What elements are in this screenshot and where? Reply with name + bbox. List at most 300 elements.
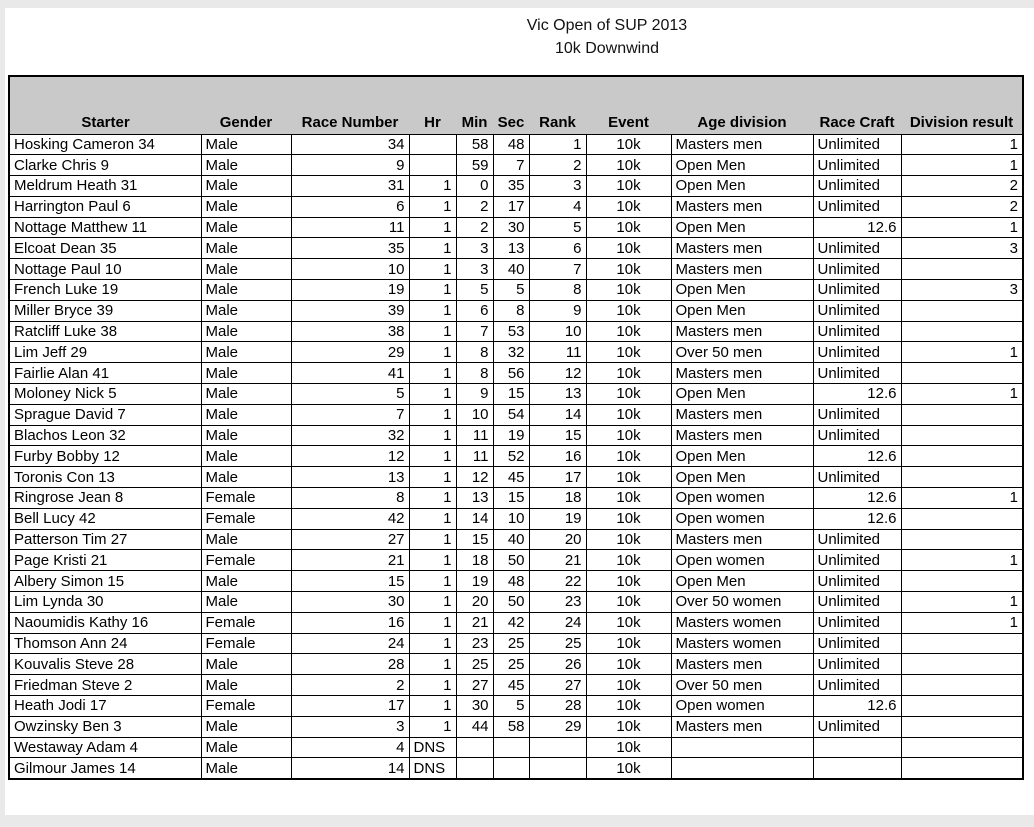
cell-race-number: 4 bbox=[291, 737, 409, 758]
table-row bbox=[9, 716, 1023, 737]
cell-hr: 1 bbox=[409, 217, 456, 238]
cell-starter: Lim Jeff 29 bbox=[9, 342, 201, 363]
cell-race-number: 42 bbox=[291, 508, 409, 529]
cell-division-result bbox=[901, 467, 1023, 488]
cell-race-craft: Unlimited bbox=[813, 363, 901, 384]
cell-division-result: 1 bbox=[901, 217, 1023, 238]
cell-rank: 11 bbox=[529, 342, 586, 363]
cell-gender: Male bbox=[201, 259, 291, 280]
cell-age-division: Masters women bbox=[671, 633, 813, 654]
table-row bbox=[9, 363, 1023, 384]
cell-rank: 20 bbox=[529, 529, 586, 550]
cell-race-craft: 12.6 bbox=[813, 508, 901, 529]
cell-race-craft: Unlimited bbox=[813, 134, 901, 155]
cell-sec bbox=[493, 737, 529, 758]
table-row bbox=[9, 696, 1023, 717]
cell-sec: 25 bbox=[493, 654, 529, 675]
cell-race-craft: Unlimited bbox=[813, 716, 901, 737]
cell-min bbox=[456, 737, 493, 758]
cell-hr: 1 bbox=[409, 176, 456, 197]
table-row bbox=[9, 508, 1023, 529]
cell-starter: Meldrum Heath 31 bbox=[9, 176, 201, 197]
cell-hr: DNS bbox=[409, 737, 456, 758]
cell-min: 59 bbox=[456, 155, 493, 176]
cell-race-craft: Unlimited bbox=[813, 550, 901, 571]
cell-event: 10k bbox=[586, 404, 671, 425]
cell-event: 10k bbox=[586, 758, 671, 779]
table-row bbox=[9, 425, 1023, 446]
cell-race-number: 28 bbox=[291, 654, 409, 675]
cell-rank: 25 bbox=[529, 633, 586, 654]
cell-gender: Male bbox=[201, 238, 291, 259]
cell-race-number: 7 bbox=[291, 404, 409, 425]
cell-division-result bbox=[901, 529, 1023, 550]
cell-race-number: 39 bbox=[291, 300, 409, 321]
cell-rank: 5 bbox=[529, 217, 586, 238]
cell-min: 18 bbox=[456, 550, 493, 571]
cell-sec: 32 bbox=[493, 342, 529, 363]
table-row bbox=[9, 384, 1023, 405]
cell-division-result: 1 bbox=[901, 342, 1023, 363]
cell-hr: 1 bbox=[409, 259, 456, 280]
cell-age-division: Masters men bbox=[671, 238, 813, 259]
table-row bbox=[9, 176, 1023, 197]
cell-min: 23 bbox=[456, 633, 493, 654]
cell-sec: 19 bbox=[493, 425, 529, 446]
results-table bbox=[8, 75, 1024, 780]
cell-hr: 1 bbox=[409, 342, 456, 363]
cell-sec: 42 bbox=[493, 612, 529, 633]
cell-gender: Male bbox=[201, 363, 291, 384]
cell-event: 10k bbox=[586, 300, 671, 321]
cell-hr bbox=[409, 155, 456, 176]
table-row bbox=[9, 342, 1023, 363]
cell-race-craft: Unlimited bbox=[813, 176, 901, 197]
cell-hr: 1 bbox=[409, 508, 456, 529]
cell-age-division: Masters men bbox=[671, 425, 813, 446]
cell-min: 13 bbox=[456, 488, 493, 509]
event-title: Vic Open of SUP 2013 bbox=[526, 17, 688, 34]
cell-gender: Male bbox=[201, 737, 291, 758]
cell-min: 30 bbox=[456, 696, 493, 717]
cell-rank: 18 bbox=[529, 488, 586, 509]
cell-age-division: Open Men bbox=[671, 384, 813, 405]
cell-age-division: Open women bbox=[671, 488, 813, 509]
cell-gender: Male bbox=[201, 134, 291, 155]
cell-event: 10k bbox=[586, 633, 671, 654]
cell-event: 10k bbox=[586, 446, 671, 467]
cell-hr: 1 bbox=[409, 467, 456, 488]
cell-event: 10k bbox=[586, 696, 671, 717]
cell-race-craft: 12.6 bbox=[813, 446, 901, 467]
cell-race-craft: Unlimited bbox=[813, 675, 901, 696]
cell-event: 10k bbox=[586, 675, 671, 696]
cell-hr: 1 bbox=[409, 300, 456, 321]
table-row bbox=[9, 404, 1023, 425]
cell-hr: 1 bbox=[409, 654, 456, 675]
cell-age-division: Masters men bbox=[671, 196, 813, 217]
cell-race-number: 11 bbox=[291, 217, 409, 238]
cell-starter: Gilmour James 14 bbox=[9, 758, 201, 779]
cell-age-division: Open women bbox=[671, 508, 813, 529]
cell-division-result bbox=[901, 675, 1023, 696]
cell-starter: Page Kristi 21 bbox=[9, 550, 201, 571]
cell-race-craft bbox=[813, 737, 901, 758]
race-subtitle: 10k Downwind bbox=[554, 40, 660, 57]
cell-race-craft: Unlimited bbox=[813, 425, 901, 446]
cell-gender: Female bbox=[201, 612, 291, 633]
cell-starter: Toronis Con 13 bbox=[9, 467, 201, 488]
cell-min: 10 bbox=[456, 404, 493, 425]
cell-min bbox=[456, 758, 493, 779]
cell-race-number: 38 bbox=[291, 321, 409, 342]
cell-division-result: 3 bbox=[901, 238, 1023, 259]
cell-gender: Male bbox=[201, 176, 291, 197]
cell-sec: 52 bbox=[493, 446, 529, 467]
cell-event: 10k bbox=[586, 592, 671, 613]
cell-rank: 19 bbox=[529, 508, 586, 529]
cell-min: 14 bbox=[456, 508, 493, 529]
cell-race-craft: Unlimited bbox=[813, 300, 901, 321]
cell-rank: 12 bbox=[529, 363, 586, 384]
cell-gender: Male bbox=[201, 654, 291, 675]
cell-sec: 15 bbox=[493, 488, 529, 509]
cell-age-division bbox=[671, 758, 813, 779]
cell-race-number: 9 bbox=[291, 155, 409, 176]
cell-hr: 1 bbox=[409, 592, 456, 613]
cell-event: 10k bbox=[586, 363, 671, 384]
cell-sec: 45 bbox=[493, 467, 529, 488]
cell-event: 10k bbox=[586, 716, 671, 737]
cell-rank bbox=[529, 737, 586, 758]
cell-rank: 17 bbox=[529, 467, 586, 488]
cell-sec: 30 bbox=[493, 217, 529, 238]
table-row bbox=[9, 321, 1023, 342]
cell-division-result bbox=[901, 737, 1023, 758]
cell-age-division: Masters men bbox=[671, 404, 813, 425]
cell-race-number: 41 bbox=[291, 363, 409, 384]
table-row bbox=[9, 633, 1023, 654]
table-row bbox=[9, 196, 1023, 217]
cell-event: 10k bbox=[586, 155, 671, 176]
cell-rank: 13 bbox=[529, 384, 586, 405]
cell-event: 10k bbox=[586, 259, 671, 280]
cell-division-result bbox=[901, 321, 1023, 342]
cell-min: 12 bbox=[456, 467, 493, 488]
table-row bbox=[9, 758, 1023, 779]
cell-race-number: 16 bbox=[291, 612, 409, 633]
cell-event: 10k bbox=[586, 384, 671, 405]
cell-gender: Male bbox=[201, 217, 291, 238]
cell-starter: Clarke Chris 9 bbox=[9, 155, 201, 176]
cell-race-craft: 12.6 bbox=[813, 696, 901, 717]
table-row bbox=[9, 592, 1023, 613]
cell-gender: Female bbox=[201, 508, 291, 529]
cell-race-number: 31 bbox=[291, 176, 409, 197]
cell-race-number: 27 bbox=[291, 529, 409, 550]
cell-race-craft: Unlimited bbox=[813, 280, 901, 301]
page-title bbox=[180, 14, 1034, 60]
cell-division-result bbox=[901, 425, 1023, 446]
cell-gender: Male bbox=[201, 404, 291, 425]
cell-rank: 24 bbox=[529, 612, 586, 633]
cell-starter: Ringrose Jean 8 bbox=[9, 488, 201, 509]
cell-starter: Westaway Adam 4 bbox=[9, 737, 201, 758]
cell-event: 10k bbox=[586, 238, 671, 259]
cell-division-result: 1 bbox=[901, 592, 1023, 613]
table-row bbox=[9, 654, 1023, 675]
cell-starter: Blachos Leon 32 bbox=[9, 425, 201, 446]
cell-age-division: Masters women bbox=[671, 612, 813, 633]
cell-starter: Kouvalis Steve 28 bbox=[9, 654, 201, 675]
cell-rank: 27 bbox=[529, 675, 586, 696]
cell-event: 10k bbox=[586, 529, 671, 550]
cell-age-division: Open Men bbox=[671, 217, 813, 238]
cell-event: 10k bbox=[586, 321, 671, 342]
table-row bbox=[9, 280, 1023, 301]
cell-sec: 56 bbox=[493, 363, 529, 384]
cell-min: 25 bbox=[456, 654, 493, 675]
cell-sec: 13 bbox=[493, 238, 529, 259]
cell-race-craft: Unlimited bbox=[813, 633, 901, 654]
cell-min: 15 bbox=[456, 529, 493, 550]
cell-sec: 17 bbox=[493, 196, 529, 217]
cell-starter: Hosking Cameron 34 bbox=[9, 134, 201, 155]
cell-division-result: 1 bbox=[901, 384, 1023, 405]
column-header-hr: Hr bbox=[409, 76, 456, 134]
cell-gender: Male bbox=[201, 425, 291, 446]
cell-gender: Female bbox=[201, 633, 291, 654]
cell-min: 20 bbox=[456, 592, 493, 613]
cell-age-division: Open Men bbox=[671, 155, 813, 176]
cell-sec: 50 bbox=[493, 592, 529, 613]
cell-event: 10k bbox=[586, 425, 671, 446]
cell-min: 11 bbox=[456, 425, 493, 446]
cell-division-result bbox=[901, 259, 1023, 280]
cell-sec: 5 bbox=[493, 696, 529, 717]
cell-gender: Male bbox=[201, 758, 291, 779]
table-row bbox=[9, 467, 1023, 488]
cell-starter: Fairlie Alan 41 bbox=[9, 363, 201, 384]
cell-hr: DNS bbox=[409, 758, 456, 779]
cell-event: 10k bbox=[586, 508, 671, 529]
cell-sec: 7 bbox=[493, 155, 529, 176]
cell-rank: 4 bbox=[529, 196, 586, 217]
cell-starter: Moloney Nick 5 bbox=[9, 384, 201, 405]
table-header-row bbox=[9, 76, 1023, 134]
cell-starter: Ratcliff Luke 38 bbox=[9, 321, 201, 342]
cell-rank: 15 bbox=[529, 425, 586, 446]
cell-race-number: 17 bbox=[291, 696, 409, 717]
cell-race-number: 10 bbox=[291, 259, 409, 280]
cell-min: 3 bbox=[456, 259, 493, 280]
table-row bbox=[9, 217, 1023, 238]
cell-hr: 1 bbox=[409, 488, 456, 509]
cell-sec: 48 bbox=[493, 134, 529, 155]
cell-min: 5 bbox=[456, 280, 493, 301]
cell-age-division bbox=[671, 737, 813, 758]
column-header-event: Event bbox=[586, 76, 671, 134]
cell-gender: Male bbox=[201, 300, 291, 321]
cell-race-craft: Unlimited bbox=[813, 529, 901, 550]
cell-rank: 1 bbox=[529, 134, 586, 155]
cell-starter: Naoumidis Kathy 16 bbox=[9, 612, 201, 633]
cell-hr: 1 bbox=[409, 280, 456, 301]
cell-division-result: 3 bbox=[901, 280, 1023, 301]
cell-rank: 8 bbox=[529, 280, 586, 301]
cell-starter: Heath Jodi 17 bbox=[9, 696, 201, 717]
table-row bbox=[9, 571, 1023, 592]
cell-starter: Sprague David 7 bbox=[9, 404, 201, 425]
cell-event: 10k bbox=[586, 737, 671, 758]
cell-starter: Albery Simon 15 bbox=[9, 571, 201, 592]
cell-rank: 29 bbox=[529, 716, 586, 737]
cell-age-division: Open Men bbox=[671, 300, 813, 321]
cell-division-result bbox=[901, 363, 1023, 384]
cell-race-number: 12 bbox=[291, 446, 409, 467]
cell-race-number: 15 bbox=[291, 571, 409, 592]
cell-sec: 40 bbox=[493, 259, 529, 280]
cell-race-number: 3 bbox=[291, 716, 409, 737]
cell-hr: 1 bbox=[409, 425, 456, 446]
cell-gender: Male bbox=[201, 280, 291, 301]
cell-race-number: 19 bbox=[291, 280, 409, 301]
cell-rank: 26 bbox=[529, 654, 586, 675]
cell-division-result: 2 bbox=[901, 176, 1023, 197]
cell-age-division: Open Men bbox=[671, 280, 813, 301]
column-header-race-craft: Race Craft bbox=[813, 76, 901, 134]
cell-division-result bbox=[901, 571, 1023, 592]
cell-rank: 28 bbox=[529, 696, 586, 717]
cell-sec: 58 bbox=[493, 716, 529, 737]
cell-min: 27 bbox=[456, 675, 493, 696]
cell-rank bbox=[529, 758, 586, 779]
cell-gender: Male bbox=[201, 716, 291, 737]
cell-race-craft: Unlimited bbox=[813, 654, 901, 675]
cell-min: 2 bbox=[456, 217, 493, 238]
cell-event: 10k bbox=[586, 550, 671, 571]
cell-min: 44 bbox=[456, 716, 493, 737]
cell-gender: Female bbox=[201, 696, 291, 717]
cell-gender: Male bbox=[201, 321, 291, 342]
cell-event: 10k bbox=[586, 342, 671, 363]
cell-rank: 21 bbox=[529, 550, 586, 571]
cell-age-division: Masters men bbox=[671, 259, 813, 280]
cell-race-number: 8 bbox=[291, 488, 409, 509]
cell-division-result: 1 bbox=[901, 155, 1023, 176]
cell-race-number: 21 bbox=[291, 550, 409, 571]
cell-race-craft: Unlimited bbox=[813, 467, 901, 488]
cell-race-craft: Unlimited bbox=[813, 592, 901, 613]
cell-hr: 1 bbox=[409, 571, 456, 592]
cell-division-result bbox=[901, 300, 1023, 321]
cell-race-craft: Unlimited bbox=[813, 321, 901, 342]
table-row bbox=[9, 550, 1023, 571]
cell-event: 10k bbox=[586, 612, 671, 633]
table-row bbox=[9, 155, 1023, 176]
cell-rank: 16 bbox=[529, 446, 586, 467]
cell-age-division: Masters men bbox=[671, 363, 813, 384]
cell-race-number: 29 bbox=[291, 342, 409, 363]
table-row bbox=[9, 737, 1023, 758]
cell-event: 10k bbox=[586, 196, 671, 217]
cell-min: 7 bbox=[456, 321, 493, 342]
cell-hr: 1 bbox=[409, 696, 456, 717]
cell-hr: 1 bbox=[409, 321, 456, 342]
cell-hr: 1 bbox=[409, 529, 456, 550]
cell-sec: 5 bbox=[493, 280, 529, 301]
cell-rank: 9 bbox=[529, 300, 586, 321]
cell-age-division: Masters men bbox=[671, 321, 813, 342]
column-header-starter: Starter bbox=[9, 76, 201, 134]
cell-sec: 10 bbox=[493, 508, 529, 529]
cell-starter: Patterson Tim 27 bbox=[9, 529, 201, 550]
cell-age-division: Masters men bbox=[671, 716, 813, 737]
cell-min: 8 bbox=[456, 342, 493, 363]
cell-division-result bbox=[901, 758, 1023, 779]
cell-division-result bbox=[901, 404, 1023, 425]
cell-division-result bbox=[901, 633, 1023, 654]
cell-gender: Male bbox=[201, 446, 291, 467]
cell-hr: 1 bbox=[409, 446, 456, 467]
cell-age-division: Open Men bbox=[671, 571, 813, 592]
cell-sec: 54 bbox=[493, 404, 529, 425]
cell-race-number: 35 bbox=[291, 238, 409, 259]
cell-division-result bbox=[901, 508, 1023, 529]
table-row bbox=[9, 488, 1023, 509]
cell-hr: 1 bbox=[409, 633, 456, 654]
table-row bbox=[9, 259, 1023, 280]
cell-gender: Male bbox=[201, 529, 291, 550]
cell-age-division: Over 50 men bbox=[671, 675, 813, 696]
cell-race-number: 34 bbox=[291, 134, 409, 155]
cell-starter: French Luke 19 bbox=[9, 280, 201, 301]
table-row bbox=[9, 675, 1023, 696]
cell-min: 11 bbox=[456, 446, 493, 467]
cell-race-craft: Unlimited bbox=[813, 196, 901, 217]
cell-race-craft: Unlimited bbox=[813, 571, 901, 592]
cell-race-craft: 12.6 bbox=[813, 384, 901, 405]
cell-min: 0 bbox=[456, 176, 493, 197]
cell-starter: Lim Lynda 30 bbox=[9, 592, 201, 613]
cell-min: 3 bbox=[456, 238, 493, 259]
column-header-sec: Sec bbox=[493, 76, 529, 134]
cell-age-division: Masters men bbox=[671, 134, 813, 155]
cell-sec: 53 bbox=[493, 321, 529, 342]
cell-rank: 22 bbox=[529, 571, 586, 592]
cell-event: 10k bbox=[586, 467, 671, 488]
cell-sec: 8 bbox=[493, 300, 529, 321]
cell-hr: 1 bbox=[409, 716, 456, 737]
cell-race-number: 13 bbox=[291, 467, 409, 488]
cell-rank: 6 bbox=[529, 238, 586, 259]
column-header-rank: Rank bbox=[529, 76, 586, 134]
cell-race-number: 2 bbox=[291, 675, 409, 696]
cell-race-number: 24 bbox=[291, 633, 409, 654]
cell-age-division: Over 50 women bbox=[671, 592, 813, 613]
table-row bbox=[9, 238, 1023, 259]
cell-starter: Nottage Paul 10 bbox=[9, 259, 201, 280]
cell-race-craft: 12.6 bbox=[813, 488, 901, 509]
cell-rank: 3 bbox=[529, 176, 586, 197]
cell-gender: Male bbox=[201, 342, 291, 363]
cell-min: 58 bbox=[456, 134, 493, 155]
cell-race-number: 5 bbox=[291, 384, 409, 405]
table-row bbox=[9, 134, 1023, 155]
cell-sec: 45 bbox=[493, 675, 529, 696]
cell-starter: Bell Lucy 42 bbox=[9, 508, 201, 529]
cell-gender: Female bbox=[201, 488, 291, 509]
